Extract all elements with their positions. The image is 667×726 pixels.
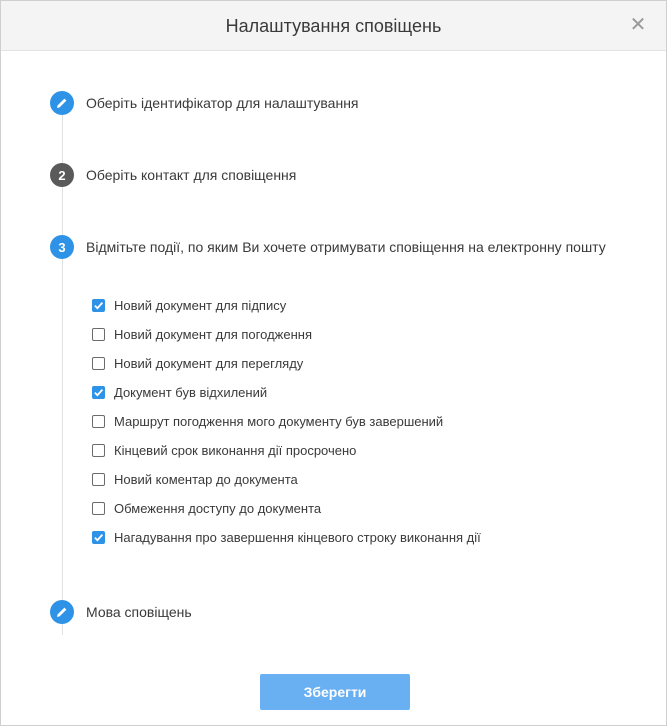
step-1[interactable] — [50, 91, 359, 115]
pencil-icon — [50, 91, 74, 115]
step-2[interactable] — [50, 163, 296, 187]
checkbox[interactable] — [92, 299, 105, 312]
event-label: Нагадування про завершення кінцевого строку виконання дії — [114, 530, 481, 545]
step-2-number: 2 — [50, 163, 74, 187]
close-icon[interactable]: ✕ — [629, 14, 647, 36]
checkbox[interactable] — [92, 502, 105, 515]
event-label: Новий документ для перегляду — [114, 356, 304, 371]
event-label: Новий коментар до документа — [114, 472, 298, 487]
checkbox[interactable] — [92, 357, 105, 370]
step-3 — [50, 235, 606, 259]
event-checkbox-row[interactable] — [92, 407, 481, 436]
save-button[interactable]: Зберегти — [260, 674, 410, 710]
step-1-label: Оберіть ідентифікатор для налаштування — [86, 95, 359, 111]
step-3-number: 3 — [50, 235, 74, 259]
event-label: Кінцевий срок виконання дії просрочено — [114, 443, 357, 458]
event-checkbox-row[interactable] — [92, 349, 481, 378]
checkbox[interactable] — [92, 531, 105, 544]
step-4-label: Мова сповіщень — [86, 604, 192, 620]
step-4[interactable] — [50, 600, 192, 624]
dialog-header — [1, 1, 666, 51]
event-checkbox-row[interactable] — [92, 523, 481, 552]
event-label: Документ був відхилений — [114, 385, 268, 400]
event-checkbox-row[interactable] — [92, 378, 481, 407]
pencil-icon — [50, 600, 74, 624]
checkbox[interactable] — [92, 444, 105, 457]
event-label: Обмеження доступу до документа — [114, 501, 322, 516]
steps-connector-line — [62, 115, 63, 635]
event-checkbox-row[interactable] — [92, 436, 481, 465]
dialog-title: Налаштування сповіщень — [225, 16, 442, 36]
event-checkbox-list — [92, 291, 481, 552]
event-label: Новий документ для погодження — [114, 327, 312, 342]
checkbox[interactable] — [92, 473, 105, 486]
event-checkbox-row[interactable] — [92, 494, 481, 523]
event-checkbox-row[interactable] — [92, 291, 481, 320]
step-3-label: Відмітьте події, по яким Ви хочете отримувати сповіщення на електронну пошту — [86, 239, 606, 255]
step-2-label: Оберіть контакт для сповіщення — [86, 167, 297, 183]
checkbox[interactable] — [92, 415, 105, 428]
checkbox[interactable] — [92, 386, 105, 399]
event-checkbox-row[interactable] — [92, 465, 481, 494]
event-checkbox-row[interactable] — [92, 320, 481, 349]
event-label: Маршрут погодження мого документу був завершений — [114, 414, 444, 429]
steps-list — [1, 51, 666, 651]
event-label: Новий документ для підпису — [114, 298, 287, 313]
checkbox[interactable] — [92, 328, 105, 341]
